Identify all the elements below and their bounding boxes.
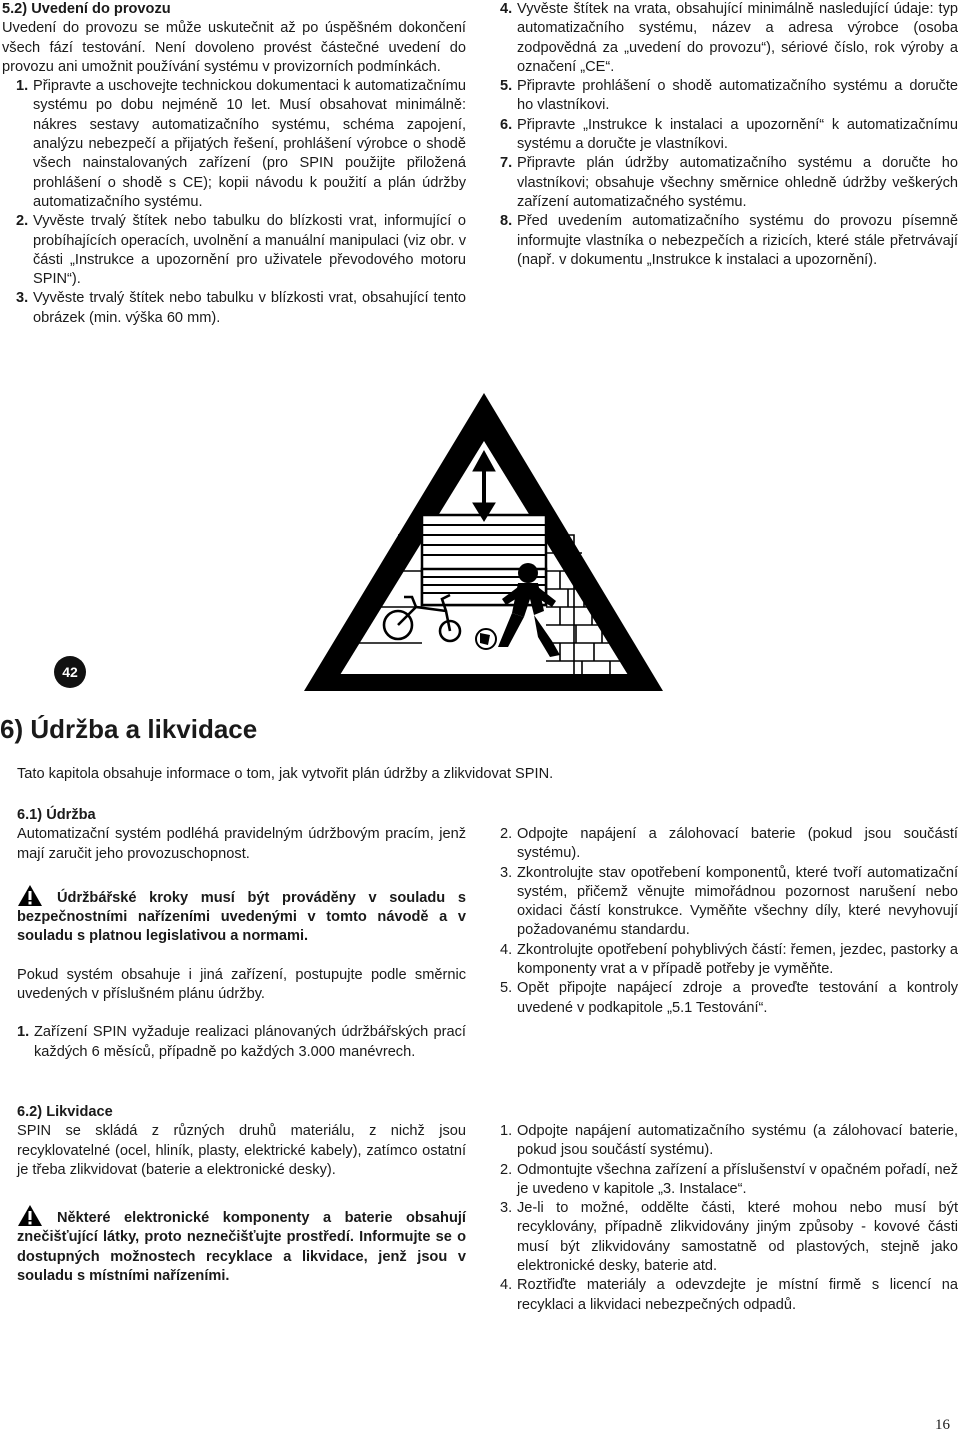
list-num: 1. [17, 1024, 30, 1041]
section-6-1-heading: 6.1) Údržba [17, 807, 96, 823]
list-item [500, 1276, 958, 1315]
section-5-2-heading: 5.2) Uvedení do provozu [2, 1, 171, 17]
list-item [500, 116, 958, 155]
section-6-2-intro: SPIN se skládá z různých druhů materiálu, z nichž jsou recyklovatelné (ocel, hliník, plasty, elektrické kabely), zatímco ostatní je třeba zlikvidovat (baterie a elektronické desky). [17, 1123, 466, 1178]
section-6-2-right [500, 1122, 958, 1315]
section-5-2-right [500, 0, 958, 270]
list-item [500, 979, 958, 1018]
list-num: 1. [500, 1123, 513, 1139]
list-num: 6. [500, 116, 513, 133]
list-text: Odpojte napájení a zálohovací baterie (pokud jsou součástí systému). [517, 826, 958, 862]
list-num: 7. [500, 155, 513, 172]
list-text: Vyvěste trvalý štítek nebo tabulku v blízkosti vrat, obsahující tento obrázek (min. výška 60 mm). [33, 290, 466, 326]
list-num: 3. [500, 1200, 513, 1217]
gate-warning-sign [298, 385, 668, 700]
section-5-2-intro: Uvedení do provozu se může uskutečnit až po úspěšném dokončení všech fází testování. Není dovoleno provést částečné uvedení do provozu ani umožnit používání systému v provizorních podmínkách. [2, 20, 466, 75]
list-num: 5. [500, 78, 513, 95]
maintenance-warning-text: Údržbářské kroky musí být prováděny v souladu s bezpečnostními nařízeními uvedenými v tomto návodě a v souladu s platnou legislativou a normami. [17, 889, 466, 945]
section-6-intro: Tato kapitola obsahuje informace o tom, jak vytvořit plán údržby a zlikvidovat SPIN. [17, 766, 554, 782]
section-6-1-para: Pokud systém obsahuje i jiná zařízení, postupujte podle směrnic uvedených v příslušném plánu údržby. [17, 966, 466, 1003]
list-text: Připravte a uschovejte technickou dokumentaci k automatizačnímu systému po dobu nejméně 10 let. Musí obsahovat minimálně: nákres sestavy automatizačního systému, schéma zapojení, analýzu nebezpečí a přijatých řešení, prohlášení výrobce o shodě všech nainstalovaných zařízení (pro SPIN použijte přiložená prohlášení o shodě s CE); kopii návodu k použití a plán údržby automatizačního systému. [33, 78, 466, 210]
list-item [500, 0, 958, 77]
list-text: Připravte „Instrukce k instalaci a upozornění“ k automatizačnímu systému a doručte je vlastníkovi. [517, 116, 958, 153]
list-text: Zařízení SPIN vyžaduje realizaci plánovaných údržbářských prací každých 6 měsíců, případně po každých 3.000 manévrech. [34, 1024, 466, 1060]
list-text: Vyvěste štítek na vrata, obsahující minimálně nasledující údaje: typ automatizačního systému, název a adresa výrobce (osoba zodpovědná za „uvedení do provozu“), sériové číslo, rok výroby a označení „CE“. [517, 1, 958, 75]
list-item [17, 1023, 466, 1062]
list-text: Zkontrolujte stav opotřebení komponentů, které tvoří automatizační systém, přičemž věnujte mimořádnou pozornost narušení nebo oxidaci částí konstrukce. Vyměňte všechny díly, které nevyhovují požadovanému standardu. [517, 864, 958, 939]
list-num: 4. [500, 941, 513, 958]
list-num: 2. [16, 213, 29, 230]
list-item [500, 941, 958, 980]
list-num: 3. [16, 290, 29, 307]
list-text: Roztřiďte materiály a odevzdejte je místní firmě s licencí na recyklaci a likvidaci nebezpečných odpadů. [517, 1277, 958, 1313]
list-text: Opět připojte napájecí zdroje a proveďte testování a kontroly uvedené v podkapitole „5.1 Testování“. [517, 980, 958, 1016]
list-item [500, 1161, 958, 1200]
list-item [500, 864, 958, 941]
list-num: 1. [16, 78, 29, 95]
figure-number-badge: 42 [54, 656, 86, 688]
list-num: 2. [500, 1161, 513, 1178]
list-item [16, 289, 466, 328]
list-item [16, 77, 466, 212]
section-6-1-right [500, 825, 958, 1018]
list-num: 5. [500, 980, 513, 997]
list-num: 4. [500, 1277, 513, 1294]
warning-triangle-icon [17, 884, 43, 907]
warning-triangle-icon [17, 1204, 43, 1227]
section-6-heading: 6) Údržba a likvidace [0, 714, 258, 744]
section-5-2-left [2, 0, 466, 328]
page-number: 16 [935, 1417, 950, 1433]
list-item [500, 1122, 958, 1161]
section-5-2-list-left [2, 77, 466, 328]
section-6-2-heading: 6.2) Likvidace [17, 1104, 113, 1120]
disposal-warning [17, 1204, 466, 1286]
list-item [500, 154, 958, 212]
maintenance-warning [17, 884, 466, 947]
disposal-warning-text: Některé elektronické komponenty a baterie obsahují znečišťující látky, proto neznečišťujte prostředí. Informujte se o dostupných možnostech recyklace a likvidace, jenž jsou v souladu s místními nařízeními. [17, 1210, 466, 1285]
list-item [500, 77, 958, 116]
list-text: Zkontrolujte opotřebení pohyblivých částí: řemen, jezdec, pastorky a komponenty vrat a v případě potřeby je vyměňte. [517, 941, 958, 978]
list-text: Připravte plán údržby automatizačního systému a doručte ho vlastníkovi; obsahuje všechny směrnice ohledně údržby veškerých zařízení automatizačného systému. [517, 155, 958, 210]
section-6-2-left [17, 1103, 466, 1286]
list-item [16, 212, 466, 289]
list-item [500, 825, 958, 864]
list-text: Vyvěste trvalý štítek nebo tabulku do blízkosti vrat, informující o probíhajících operacích, uvolnění a manuální manipulaci (viz obr. v části „Instrukce a upozornění pro uživatele převodového motoru SPIN“). [33, 213, 466, 288]
list-text: Připravte prohlášení o shodě automatizačního systému a doručte ho vlastníkovi. [517, 78, 958, 114]
list-text: Před uvedením automatizačního systému do provozu písemně informujte vlastníka o nebezpečích a rizicích, které stále přetrvávají (např. v dokumentu „Instrukce k instalaci a upozornění). [517, 213, 958, 268]
section-6-1-intro: Automatizační systém podléhá pravidelným údržbovým pracím, jenž mají zaručit jeho provozuschopnost. [17, 826, 466, 862]
list-num: 3. [500, 864, 513, 881]
list-item [500, 1199, 958, 1276]
list-num: 8. [500, 213, 513, 230]
list-text: Odpojte napájení automatizačního systému (a zálohovací baterie, pokud jsou součástí systému). [517, 1123, 958, 1159]
list-text: Odmontujte všechna zařízení a příslušenství v opačném pořadí, než je uvedeno v kapitole „3. Instalace“. [517, 1161, 958, 1197]
list-text: Je-li to možné, oddělte části, které mohou nebo musí být recyklovány, případně zlikvidovány jiným způsoby - kovové části musí být zlikvidovány samostatně od plastových, stejně jako elektronické desky, baterie atd. [517, 1200, 958, 1275]
list-num: 2. [500, 826, 513, 842]
section-6-1-left [17, 806, 466, 1062]
list-num: 4. [500, 1, 513, 17]
list-item [500, 212, 958, 270]
